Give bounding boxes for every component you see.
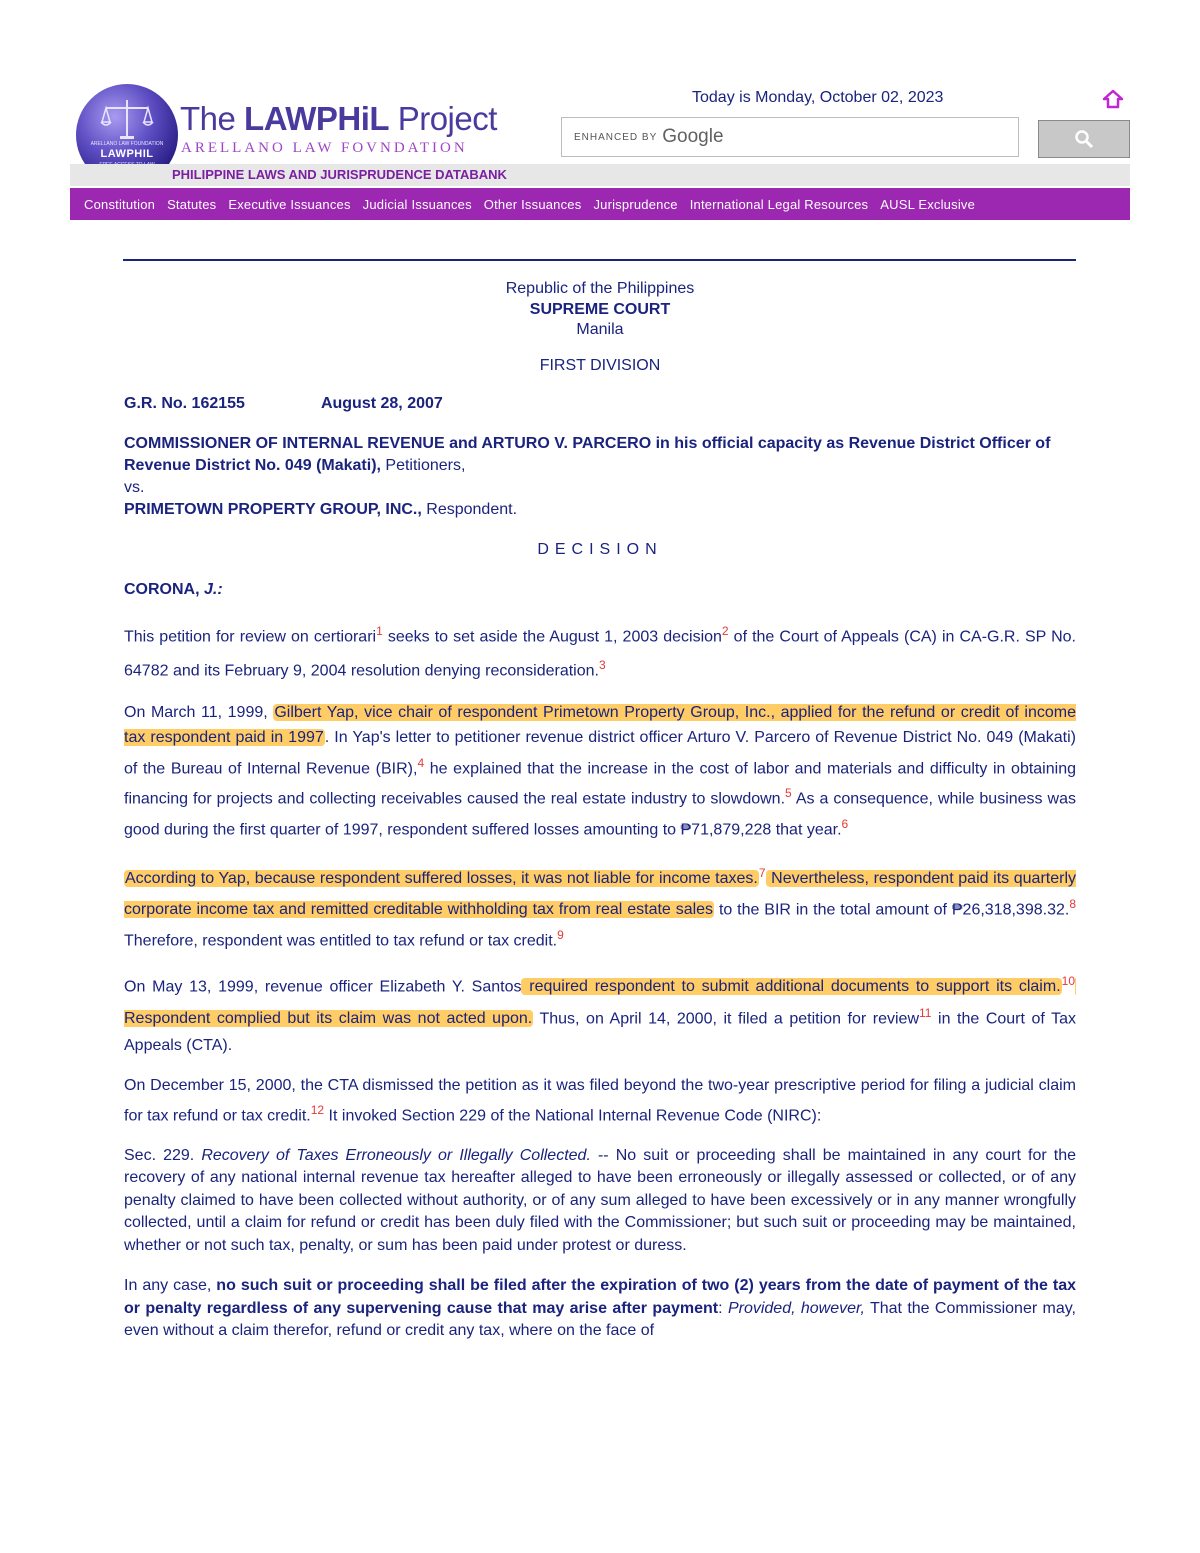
site-title-lawphil: LAWPHiL [244,100,390,137]
q1-text-a: Sec. 229. [124,1146,202,1164]
site-title-project: Project [389,100,497,137]
quoted-proviso [124,1275,1076,1343]
footnote-ref-2[interactable]: 2 [721,624,729,638]
scales-of-justice-icon [98,96,156,144]
footnote-ref-1[interactable]: 1 [376,624,383,638]
p2-text-d: As a consequence, while business was good during the first quarter of 1997, respondent suffered losses amounting to ₱71,879,228 that year. [124,790,1076,839]
footnote-ref-8[interactable]: 8 [1069,896,1076,911]
gr-number: G.R. No. 162155 [124,395,245,412]
p2-text-a: On March 11, 1999, [124,703,274,721]
p1-text-b: seeks to set aside the August 1, 2003 decision [382,628,722,646]
databank-bar [70,164,1130,186]
google-wordmark: Google [662,126,724,147]
p2-text-b: . In Yap's letter to petitioner revenue district officer Arturo V. Parcero of Revenue District No. 049 (Makati) of the Bureau of Internal Revenue (BIR), [124,729,1076,777]
paragraph-5 [124,1073,1076,1128]
nav-constitution[interactable]: Constitution [84,196,156,212]
decision-document [124,280,1076,1343]
footnote-ref-3[interactable]: 3 [598,658,606,673]
respondent-name: PRIMETOWN PROPERTY GROUP, INC., [124,501,422,518]
nav-executive-issuances[interactable]: Executive Issuances [228,196,351,212]
p4-text-c: in the Court of Tax Appeals (CTA). [124,1010,1077,1055]
nav-other-issuances[interactable]: Other Issuances [483,196,582,212]
q2-text-a: In any case, [124,1277,217,1295]
logo-lawphil-text: LAWPHIL [100,148,154,160]
foundation-name: ARELLANO LAW FOVNDATION [181,140,468,156]
quoted-section-229 [124,1145,1076,1258]
search-input[interactable] [561,117,1019,157]
p5-text-a: On December 15, 2000, the CTA dismissed the petition as it was filed beyond the two-year prescriptive period for filing a judicial claim for tax refund or tax credit. [124,1077,1076,1125]
site-title[interactable] [180,100,497,138]
petitioners-names: COMMISSIONER OF INTERNAL REVENUE and ARTURO V. PARCERO in his official capacity as Revenue District Officer of Revenue District No. 049 (Makati), [124,435,1051,474]
magnifier-icon [1074,129,1094,149]
p3-highlight-1: According to Yap, because respondent suffered losses, it was not liable for income taxes. [125,870,758,888]
q2-text-c: That the Commissioner may, even without a claim therefor, refund or credit any tax, where on the face of [124,1299,1077,1340]
p4-text-a: On May 13, 1999, revenue officer Elizabeth Y. Santos [124,977,522,995]
versus-label: vs. [124,479,145,496]
footnote-ref-4[interactable]: 4 [417,755,425,770]
respondent-label: Respondent. [421,501,518,518]
search-enhanced-label: ENHANCED BY [574,131,658,143]
paragraph-4 [124,968,1076,1060]
nav-judicial-issuances[interactable]: Judicial Issuances [362,196,472,212]
paragraph-2 [124,700,1076,843]
nav-international-legal-resources[interactable]: International Legal Resources [689,196,869,212]
footnote-ref-10[interactable]: 10 [1061,973,1075,988]
petitioners-line [124,433,1076,477]
p2-text-c: he explained that the increase in the cost of labor and materials and difficulty in obtaining financing for projects and collecting receivables caused the real estate industry to slowdown. [124,759,1076,808]
footnote-ref-7[interactable]: 7 [758,866,766,881]
q1-text-b: -- No suit or proceeding shall be maintained in any court for the recovery of any national internal revenue tax hereafter alleged to have been erroneously or illegally assessed or collected, or of any penalty claimed to have been collected without authority, or of any sum alleged to have been excessively or in any manner wrongfully collected, until a claim for refund or credit has been duly filed with the Commissioner; but such suit or proceeding may be maintained, whether or not such tax, penalty, or sum has been paid under protest or duress. [124,1146,1077,1254]
ponente-title: J.: [204,581,223,598]
footnote-ref-9[interactable]: 9 [557,927,564,942]
p3-highlight-2: Nevertheless, respondent paid its quarterly corporate income tax and remitted creditable withholding tax from real estate sales [124,870,1077,919]
parties-block [124,433,1076,521]
nav-statutes[interactable]: Statutes [167,196,217,212]
p4-highlight-1: required respondent to submit additional documents to support its claim. [522,977,1061,995]
petitioners-label: Petitioners, [380,457,466,474]
republic-line: Republic of the Philippines [505,280,695,297]
footnote-ref-11[interactable]: 11 [919,1005,932,1020]
q2-text-b: : [718,1299,728,1317]
footnote-ref-12[interactable]: 12 [310,1103,325,1118]
paragraph-3 [124,861,1076,953]
main-nav [70,188,1130,220]
division-name: FIRST DIVISION [539,357,661,374]
p4-text-b: Thus, on April 14, 2000, it filed a petition for review [533,1010,919,1028]
court-name: SUPREME COURT [529,301,671,318]
home-icon[interactable] [1102,88,1124,110]
header-rule [123,259,1076,261]
ponente [124,581,1076,599]
p2-highlight: Gilbert Yap, vice chair of respondent Primetown Property Group, Inc., applied for the refund or credit of income tax respondent paid in 1997 [124,703,1077,747]
today-date: Today is Monday, October 02, 2023 [692,89,944,106]
decision-heading: DECISION [537,541,663,558]
ponente-name: CORONA, [124,581,204,598]
databank-title: PHILIPPINE LAWS AND JURISPRUDENCE DATABANK [172,167,507,182]
respondent-line [124,499,1076,521]
nav-ausl-exclusive[interactable]: AUSL Exclusive [880,196,976,212]
p3-text-a: to the BIR in the total amount of ₱26,318,398.32. [714,901,1070,919]
q1-section-title: Recovery of Taxes Erroneously or Illegally Collected. [201,1146,591,1164]
q2-italic-text: Provided, however, [727,1299,865,1317]
logo-foundation-text: ARELLANO LAW FOUNDATION [90,141,164,147]
p5-text-b: It invoked Section 229 of the National Internal Revenue Code (NIRC): [324,1107,822,1125]
search-button[interactable] [1038,120,1130,158]
court-city: Manila [576,321,624,338]
case-number-line [124,395,1076,413]
decision-date: August 28, 2007 [320,395,443,412]
q2-bold-text: no such suit or proceeding shall be filed after the expiration of two (2) years from the date of payment of the tax or penalty regardless of any supervening cause that may arise after payment [124,1277,1076,1317]
nav-jurisprudence[interactable]: Jurisprudence [593,196,678,212]
site-title-the: The [180,100,245,137]
p4-highlight-2: Respondent complied but its claim was not acted upon. [124,978,1076,1027]
footnote-ref-6[interactable]: 6 [841,817,849,832]
p1-text-c: of the Court of Appeals (CA) in CA-G.R. SP No. 64782 and its February 9, 2004 resolution denying reconsideration. [124,628,1076,680]
p3-text-b: Therefore, respondent was entitled to tax refund or tax credit. [124,932,558,950]
p1-text-a: This petition for review on certiorari [124,628,377,646]
footnote-ref-5[interactable]: 5 [785,786,792,801]
paragraph-1 [124,617,1076,686]
